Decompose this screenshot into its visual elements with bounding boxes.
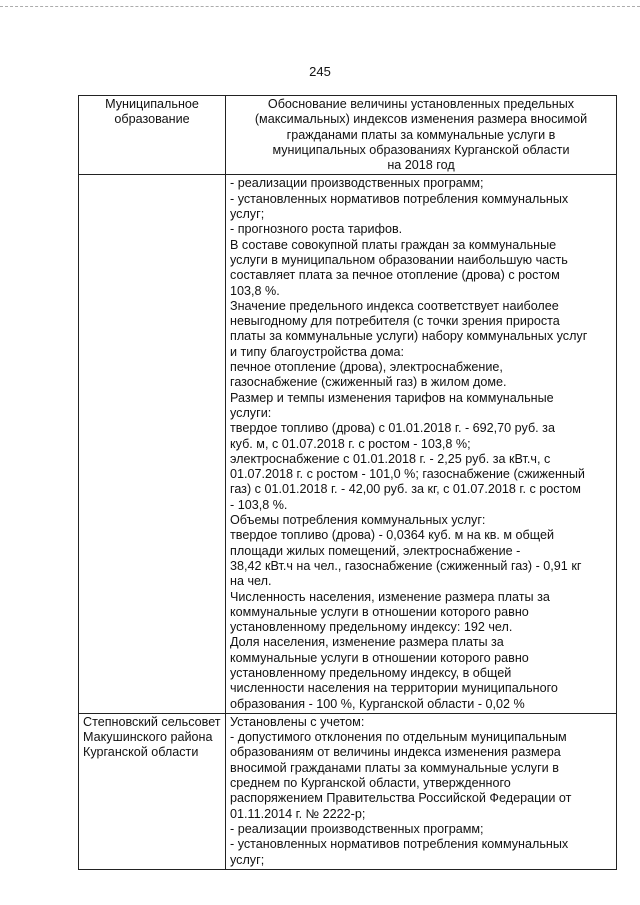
text-line: услуг; (230, 852, 265, 867)
text-line: электроснабжение с 01.01.2018 г. - 2,25 руб. за кВт.ч, с (230, 451, 551, 466)
text-line: услуги: (230, 405, 272, 420)
text-line: распоряжением Правительства Российской Федерации от (230, 791, 572, 806)
text-line: твердое топливо (дрова) с 01.01.2018 г. - 692,70 руб. за (230, 421, 555, 436)
municipality-cell (79, 175, 226, 713)
scan-top-edge (0, 6, 640, 7)
text-line: установленному предельному индексу: 192 чел. (230, 620, 513, 635)
text-line: коммунальные услуги в отношении которого равно (230, 650, 529, 665)
text-line: - прогнозного роста тарифов. (230, 222, 403, 237)
text-line: В составе совокупной платы граждан за коммунальные (230, 237, 557, 252)
text-line: площади жилых помещений, электроснабжение - (230, 543, 521, 558)
text-line: и типу благоустройства дома: (230, 344, 405, 359)
justification-cell (226, 713, 617, 869)
text-line: на чел. (230, 574, 272, 589)
header-justification-line: Обоснование величины установленных предельных (267, 97, 575, 111)
text-line: составляет плата за печное отопление (дрова) с ростом (230, 268, 560, 283)
text-line: куб. м, с 01.07.2018 г. с ростом - 103,8 %; (230, 436, 471, 451)
text-line: - 103,8 %. (230, 497, 288, 512)
text-line: печное отопление (дрова), электроснабжение, (230, 360, 503, 375)
text-line: 01.07.2018 г. с ростом - 101,0 %; газоснабжение (сжиженный (230, 467, 585, 482)
municipality-line: Степновский сельсовет (83, 714, 221, 729)
text-line: платы за коммунальные услуги) набору коммунальных услуг (230, 329, 588, 344)
text-line: - установленных нормативов потребления коммунальных (230, 837, 569, 852)
text-line: - установленных нормативов потребления коммунальных (230, 191, 569, 206)
table-header-row (79, 96, 617, 175)
text-line: Установлены с учетом: (230, 714, 365, 729)
municipality-cell (79, 713, 226, 869)
text-line: 01.11.2014 г. № 2222-р; (230, 806, 366, 821)
text-line: вносимой гражданами платы за коммунальные услуги в (230, 760, 559, 775)
text-line: невыгодному для потребителя (с точки зрения прироста (230, 314, 560, 329)
page-number: 245 (309, 64, 331, 79)
municipality-line: Макушинского района (83, 730, 213, 745)
text-line: 103,8 %. (230, 283, 280, 298)
header-justification-line: гражданами платы за коммунальные услуги в (286, 127, 556, 142)
text-line: коммунальные услуги в отношении которого равно (230, 604, 529, 619)
text-line: газоснабжение (сжиженный газ) в жилом доме. (230, 375, 507, 390)
header-municipality-cell (79, 96, 226, 175)
text-line: численности населения на территории муниципального (230, 681, 558, 696)
text-line: - допустимого отклонения по отдельным муниципальным (230, 730, 567, 745)
text-line: услуги в муниципальном образовании наибольшую часть (230, 252, 568, 267)
table-row (79, 713, 617, 869)
text-line: Размер и темпы изменения тарифов на коммунальные (230, 390, 554, 405)
table-row (79, 175, 617, 713)
header-justification-line: на 2018 год (387, 158, 455, 173)
text-line: образованиям от величины индекса изменения размера (230, 745, 561, 760)
text-line: образования - 100 %, Курганской области - 0,02 % (230, 696, 525, 711)
text-line: - реализации производственных программ; (230, 176, 484, 191)
text-line: среднем по Курганской области, утвержденного (230, 776, 511, 791)
header-municipality-line: образование (114, 112, 190, 127)
text-line: Значение предельного индекса соответствует наиболее (230, 298, 559, 313)
justification-cell (226, 175, 617, 713)
text-line: Объемы потребления коммунальных услуг: (230, 513, 486, 528)
header-justification-cell (226, 96, 617, 175)
header-justification-line: (максимальных) индексов изменения размера вносимой (254, 112, 588, 127)
justification-table (78, 95, 617, 870)
text-line: услуг; (230, 207, 265, 222)
text-line: Численность населения, изменение размера платы за (230, 589, 550, 604)
text-line: твердое топливо (дрова) - 0,0364 куб. м на кв. м общей (230, 528, 555, 543)
municipality-line: Курганской области (83, 745, 199, 760)
text-line: 38,42 кВт.ч на чел., газоснабжение (сжиженный газ) - 0,91 кг (230, 558, 582, 573)
text-line: - реализации производственных программ; (230, 821, 484, 836)
text-line: установленному предельному индексу, в общей (230, 665, 512, 680)
text-line: газ) с 01.01.2018 г. - 42,00 руб. за кг, с 01.07.2018 г. с ростом (230, 482, 581, 497)
text-line: Доля населения, изменение размера платы за (230, 635, 504, 650)
header-municipality-line: Муниципальное (105, 97, 199, 111)
header-justification-line: муниципальных образованиях Курганской области (272, 142, 570, 157)
